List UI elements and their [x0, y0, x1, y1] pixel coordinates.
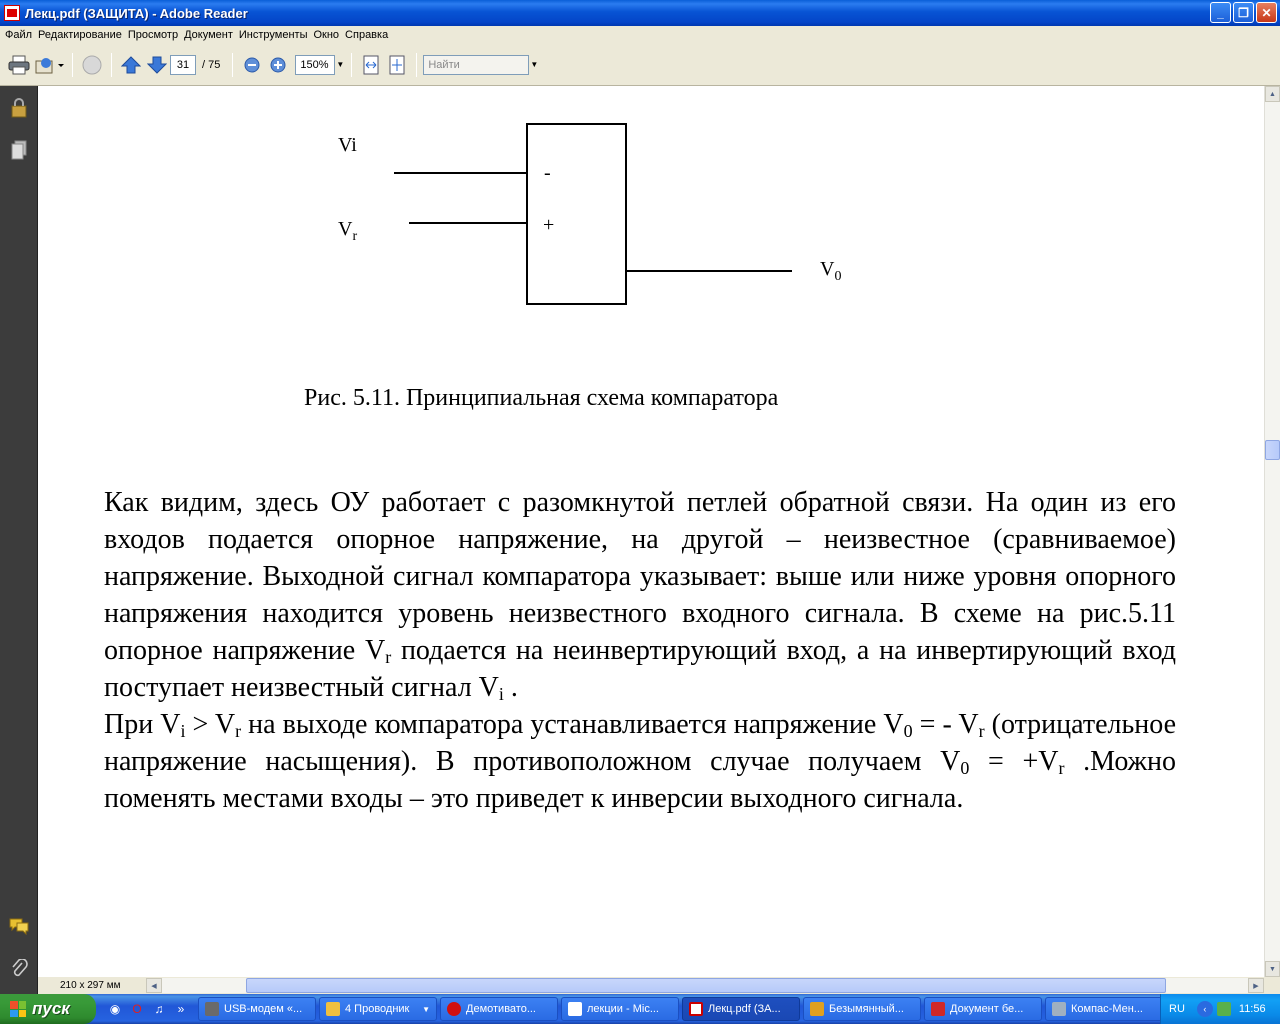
vr-label: $V_r$	[338, 218, 358, 244]
word-icon	[568, 1002, 582, 1016]
task-paint[interactable]: Безымянный...	[803, 997, 921, 1021]
zoom-out-button[interactable]	[239, 52, 265, 78]
fit-page-button[interactable]	[384, 52, 410, 78]
horizontal-scroll-thumb[interactable]	[246, 978, 1166, 993]
next-page-button[interactable]	[144, 52, 170, 78]
task-usb-modem[interactable]: USB-модем «...	[198, 997, 316, 1021]
hand-icon	[81, 54, 103, 76]
vertical-scrollbar[interactable]	[1264, 86, 1280, 977]
plus-label: +	[543, 214, 555, 236]
taskbar	[0, 994, 1280, 1024]
fit-width-button[interactable]	[358, 52, 384, 78]
tray-expand-icon[interactable]: ‹	[1197, 1001, 1213, 1017]
zoom-out-icon	[244, 57, 260, 73]
menu-window[interactable]: Окно	[313, 29, 340, 41]
modem-icon	[205, 1002, 219, 1016]
zoom-dropdown-arrow[interactable]: ▼	[336, 60, 345, 69]
adobe-reader-icon	[4, 5, 20, 21]
folder-icon	[326, 1002, 340, 1016]
clock: 11:56	[1238, 1003, 1266, 1015]
opera-icon[interactable]: O	[132, 1002, 142, 1016]
pdf-icon	[689, 1002, 703, 1016]
comparator-block	[527, 124, 626, 304]
task-adobe-reader[interactable]: Лекц.pdf (ЗА...	[682, 997, 800, 1021]
printer-icon	[8, 55, 30, 75]
arrow-up-icon	[121, 55, 141, 75]
menu-help[interactable]: Справка	[345, 29, 389, 41]
print-button[interactable]	[6, 52, 32, 78]
system-tray	[1160, 994, 1280, 1024]
zoom-level-field[interactable]: 150%	[295, 55, 335, 75]
minimize-button[interactable]: _	[1210, 2, 1231, 23]
page-number-input[interactable]: 31	[170, 55, 196, 75]
horizontal-scrollbar[interactable]	[146, 978, 1264, 993]
task-explorer[interactable]: 4 Проводник ▼	[319, 997, 437, 1021]
windows-logo-icon	[10, 1001, 26, 1017]
page-total: / 75	[202, 58, 221, 71]
previous-page-button[interactable]	[118, 52, 144, 78]
title-bar	[0, 0, 1280, 26]
menu-document[interactable]: Документ	[184, 29, 233, 41]
task-opera[interactable]: Демотивато...	[440, 997, 558, 1021]
scroll-down-arrow[interactable]: ▼	[1265, 961, 1280, 977]
language-indicator[interactable]: RU	[1169, 1003, 1185, 1015]
v0-label: $V_0$	[820, 258, 842, 284]
navigation-pane	[0, 86, 38, 994]
arrow-down-icon	[147, 55, 167, 75]
ie-icon[interactable]: ◉	[109, 1002, 121, 1016]
scroll-left-arrow[interactable]: ◀	[146, 978, 162, 993]
attachment-icon[interactable]	[9, 959, 29, 979]
status-bar	[38, 977, 1280, 994]
scroll-right-arrow[interactable]: ▶	[1248, 978, 1264, 993]
body-text: Как видим, здесь ОУ работает с разомкнутой петлей обратной связи. На один из его входов подается опорное напряжение, на другой – неизвестное (сравниваемое) напряжение. Выходной сигнал компаратора указывает: выше или ниже уровня опорного напряжения находится уровень неизвестного входного сигнала. В схеме на рис.5.11 опорное напряжение $V_r$ подается на неинвертирующий вход, а на инвертирующий вход поступает неизвестный сигнал $V_i$ . При $V_i > V_r$ на выходе компаратора устанавливается напряжение $V_0$ = - $V_r$ (отрицательное напряжение насыщения). В противоположном случае получаем $V_0 = +V_r$ .Можно поменять местами входы – это приведет к инверсии выходного сигнала.	[104, 487, 1177, 814]
find-input[interactable]: Найти	[423, 55, 529, 75]
quick-launch	[106, 1000, 190, 1018]
figure-caption: Рис. 5.11. Принципиальная схема компаратора	[304, 385, 779, 411]
menu-edit[interactable]: Редактирование	[38, 29, 122, 41]
scroll-up-arrow[interactable]: ▲	[1265, 86, 1280, 102]
email-button[interactable]	[32, 52, 66, 78]
menu-tools[interactable]: Инструменты	[238, 29, 308, 41]
fit-width-icon	[362, 55, 380, 75]
vi-label: Vi	[338, 134, 357, 156]
zoom-in-button[interactable]	[265, 52, 291, 78]
lock-icon[interactable]	[9, 98, 29, 118]
zoom-in-icon	[270, 57, 286, 73]
menu-bar	[0, 26, 1280, 44]
expand-icon[interactable]: »	[177, 1002, 185, 1016]
kompas-icon	[1052, 1002, 1066, 1016]
document-app-icon	[931, 1002, 945, 1016]
comments-icon[interactable]	[9, 916, 29, 936]
find-dropdown-arrow[interactable]: ▼	[530, 60, 539, 69]
pages-icon[interactable]	[9, 140, 29, 160]
menu-view[interactable]: Просмотр	[127, 29, 179, 41]
network-icon[interactable]	[1217, 1002, 1231, 1016]
vertical-scroll-thumb[interactable]	[1265, 440, 1280, 460]
opera-task-icon	[447, 1002, 461, 1016]
start-button[interactable]: пуск	[0, 994, 96, 1024]
page-size-label: 210 x 297 мм	[60, 980, 121, 991]
window-title: Лекц.pdf (ЗАЩИТА) - Adobe Reader	[25, 5, 248, 21]
task-document[interactable]: Документ бе...	[924, 997, 1042, 1021]
minus-label: -	[544, 162, 551, 184]
hand-tool-button[interactable]	[79, 52, 105, 78]
media-icon[interactable]: ♫	[154, 1002, 164, 1016]
close-button[interactable]: ✕	[1256, 2, 1277, 23]
email-icon	[34, 55, 64, 75]
paint-icon	[810, 1002, 824, 1016]
toolbar	[0, 44, 1280, 86]
maximize-button[interactable]: ❐	[1233, 2, 1254, 23]
task-word[interactable]: лекции - Mic...	[561, 997, 679, 1021]
fit-page-icon	[388, 55, 406, 75]
menu-file[interactable]: Файл	[5, 29, 33, 41]
task-kompas[interactable]: Компас-Мен...	[1045, 997, 1163, 1021]
